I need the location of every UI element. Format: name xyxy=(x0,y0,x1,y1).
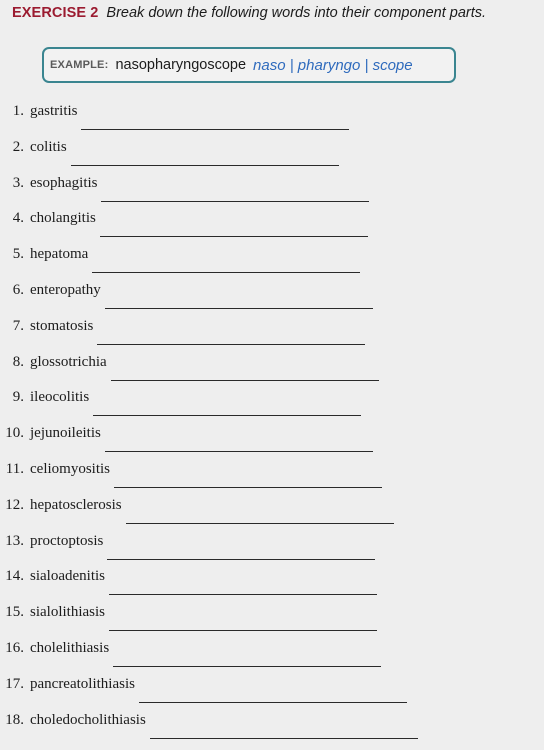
item-number: 5. xyxy=(12,246,24,262)
item-number: 2. xyxy=(12,139,24,155)
exercise-item xyxy=(0,102,544,138)
item-word: choledocholithiasis xyxy=(30,712,146,728)
exercise-instruction: Break down the following words into their component parts. xyxy=(106,5,487,21)
answer-line-input[interactable] xyxy=(111,380,379,381)
item-number: 11. xyxy=(5,461,24,477)
item-word: celiomyositis xyxy=(30,461,110,477)
exercise-item xyxy=(0,496,544,532)
item-word: sialolithiasis xyxy=(30,604,105,620)
item-number: 3. xyxy=(12,175,24,191)
exercise-item xyxy=(0,209,544,245)
exercise-item xyxy=(0,281,544,317)
exercise-item xyxy=(0,675,544,711)
item-word: colitis xyxy=(30,139,67,155)
item-word: ileocolitis xyxy=(30,389,90,405)
exercise-item xyxy=(0,174,544,210)
item-number: 9. xyxy=(12,389,24,405)
item-word: pancreatolithiasis xyxy=(30,676,135,692)
item-number: 12. xyxy=(5,497,24,513)
item-word: cholangitis xyxy=(30,210,96,226)
item-word: cholelithiasis xyxy=(30,640,110,656)
answer-line-input[interactable] xyxy=(81,129,349,130)
exercise-item xyxy=(0,603,544,639)
example-box xyxy=(42,47,456,83)
exercise-item xyxy=(0,532,544,568)
answer-line-input[interactable] xyxy=(100,236,368,237)
item-number: 8. xyxy=(12,354,24,370)
answer-line-input[interactable] xyxy=(114,487,382,488)
item-word: hepatoma xyxy=(30,246,89,262)
exercise-item xyxy=(0,567,544,603)
item-number: 17. xyxy=(5,676,24,692)
item-number: 16. xyxy=(5,640,24,656)
item-number: 14. xyxy=(5,568,24,584)
answer-line-input[interactable] xyxy=(105,308,373,309)
item-word: sialoadenitis xyxy=(30,568,105,584)
answer-line-input[interactable] xyxy=(71,165,339,166)
exercise-item xyxy=(0,317,544,353)
answer-line-input[interactable] xyxy=(109,630,377,631)
answer-line-input[interactable] xyxy=(126,523,394,524)
exercise-item xyxy=(0,460,544,496)
item-word: jejunoileitis xyxy=(30,425,101,441)
answer-line-input[interactable] xyxy=(105,451,373,452)
item-word: proctoptosis xyxy=(30,533,104,549)
answer-line-input[interactable] xyxy=(101,201,369,202)
answer-line-input[interactable] xyxy=(150,738,418,739)
item-word: hepatosclerosis xyxy=(30,497,122,513)
example-answer: naso | pharyngo | scope xyxy=(253,56,413,74)
exercise-item xyxy=(0,245,544,281)
item-number: 1. xyxy=(12,103,24,119)
answer-line-input[interactable] xyxy=(109,594,377,595)
example-tag: EXAMPLE: xyxy=(50,59,109,71)
exercise-label: EXERCISE 2 xyxy=(12,5,99,21)
item-number: 4. xyxy=(12,210,24,226)
exercise-item xyxy=(0,711,544,747)
item-number: 13. xyxy=(5,533,24,549)
exercise-item xyxy=(0,138,544,174)
item-number: 10. xyxy=(5,425,24,441)
item-word: esophagitis xyxy=(30,175,98,191)
exercise-header xyxy=(12,4,486,24)
answer-line-input[interactable] xyxy=(97,344,365,345)
exercise-item xyxy=(0,353,544,389)
item-word: gastritis xyxy=(30,103,78,119)
answer-line-input[interactable] xyxy=(93,415,361,416)
answer-line-input[interactable] xyxy=(113,666,381,667)
item-word: glossotrichia xyxy=(30,354,107,370)
item-word: stomatosis xyxy=(30,318,94,334)
answer-line-input[interactable] xyxy=(92,272,360,273)
answer-line-input[interactable] xyxy=(107,559,375,560)
item-number: 18. xyxy=(5,712,24,728)
exercise-item xyxy=(0,424,544,460)
exercise-item xyxy=(0,388,544,424)
item-word: enteropathy xyxy=(30,282,101,298)
item-number: 6. xyxy=(12,282,24,298)
example-word: nasopharyngoscope xyxy=(115,57,247,73)
item-number: 15. xyxy=(5,604,24,620)
item-number: 7. xyxy=(12,318,24,334)
exercise-item xyxy=(0,639,544,675)
answer-line-input[interactable] xyxy=(139,702,407,703)
